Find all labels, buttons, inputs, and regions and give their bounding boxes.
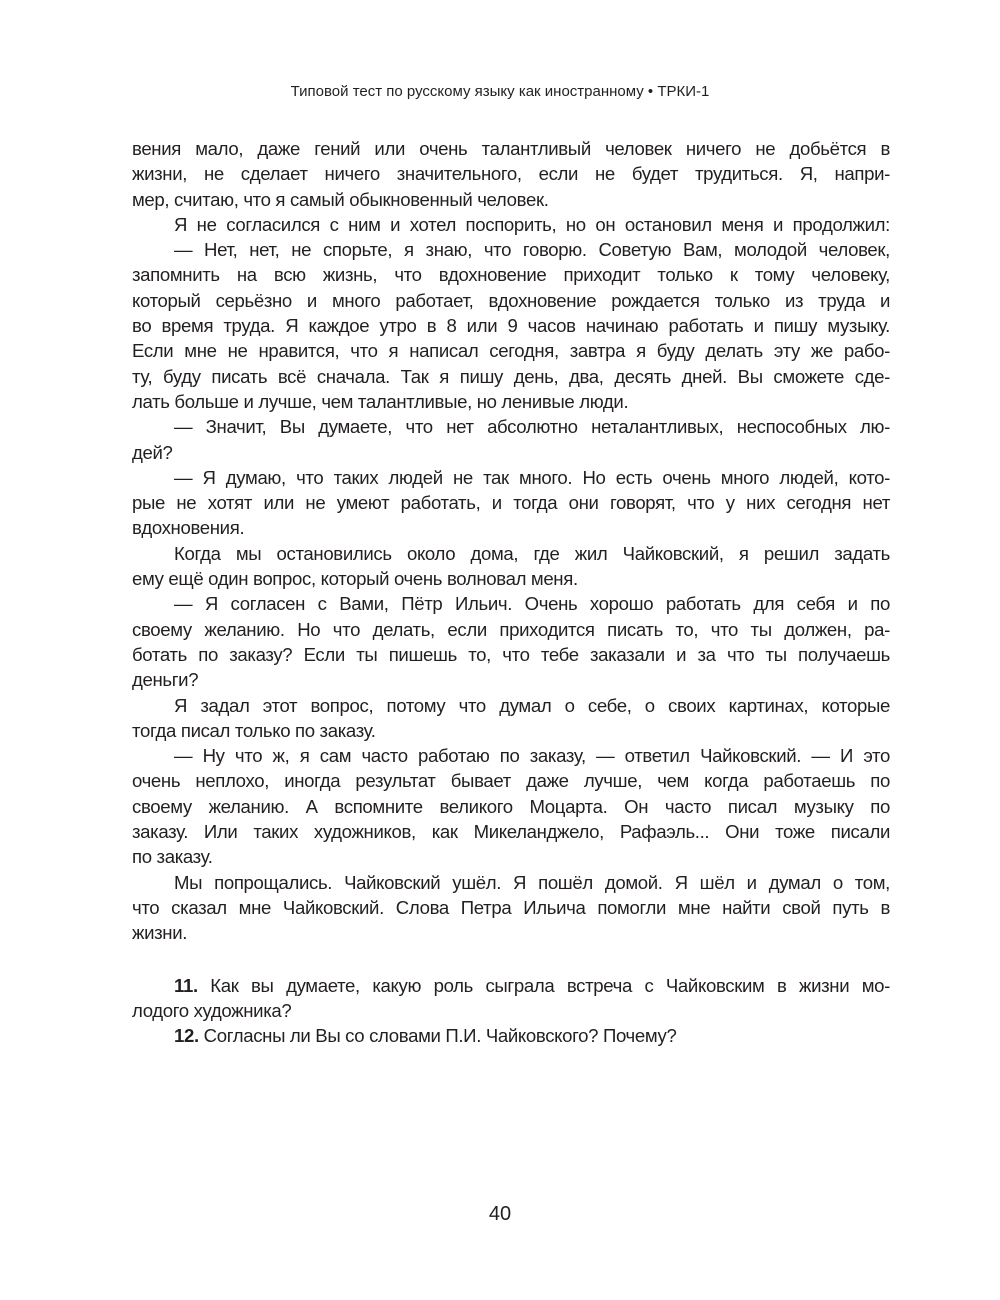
text-line: ту, буду писать всё сначала. Так я пишу день, два, десять дней. Вы сможете сде- xyxy=(132,365,890,387)
text-line: — Я думаю, что таких людей не так много. Но есть очень много людей, кото- xyxy=(174,466,890,488)
text-line: запомнить на всю жизнь, что вдохновение приходит только к тому человеку, xyxy=(132,264,890,286)
question-number: 12. xyxy=(174,1025,199,1047)
page-number: 40 xyxy=(488,1203,512,1225)
text-line: Я не согласился с ним и хотел поспорить, но он остановил меня и продолжил: xyxy=(174,213,890,235)
text-line: жизни, не сделает ничего значительного, если не будет трудиться. Я, напри- xyxy=(132,163,890,185)
text-line: Когда мы остановились около дома, где жил Чайковский, я решил задать xyxy=(174,542,890,564)
text-line: своему желанию. А вспомните великого Моцарта. Он часто писал музыку по xyxy=(132,795,890,817)
question-text: Согласны ли Вы со словами П.И. Чайковского? Почему? xyxy=(203,1025,677,1047)
text-line: — Значит, Вы думаете, что нет абсолютно неталантливых, неспособных лю- xyxy=(174,416,890,438)
text-line: мер, считаю, что я самый обыкновенный человек. xyxy=(132,188,549,210)
text-line: очень неплохо, иногда результат бывает даже лучше, чем когда работаешь по xyxy=(132,770,890,792)
text-line: — Я согласен с Вами, Пётр Ильич. Очень хорошо работать для себя и по xyxy=(174,593,890,615)
text-line: — Ну что ж, я сам часто работаю по заказу, — ответил Чайковский. — И это xyxy=(174,745,890,767)
text-line: во время труда. Я каждое утро в 8 или 9 часов начинаю работать и пишу музыку. xyxy=(132,315,890,337)
running-head: Типовой тест по русскому языку как иностранному • ТРКИ-1 xyxy=(290,83,710,100)
text-line: что сказал мне Чайковский. Слова Петра Ильича помогли мне найти свой путь в xyxy=(132,896,890,918)
text-line: заказу. Или таких художников, как Микеланджело, Рафаэль... Они тоже писали xyxy=(132,821,890,843)
section-gap xyxy=(132,946,890,973)
question-line xyxy=(132,1023,890,1048)
text-line: Если мне не нравится, что я написал сегодня, завтра я буду делать эту же рабо- xyxy=(132,340,890,362)
text-line: рые не хотят или не умеют работать, и тогда они говорят, что у них сегодня нет xyxy=(132,492,890,514)
text-line: Мы попрощались. Чайковский ушёл. Я пошёл домой. Я шёл и думал о том, xyxy=(174,871,890,893)
text-line: ему ещё один вопрос, который очень волновал меня. xyxy=(132,568,578,590)
question-number: 11. xyxy=(174,974,198,996)
text-line: дей? xyxy=(132,441,173,463)
text-line: который серьёзно и много работает, вдохновение рождается только из труда и xyxy=(132,289,890,311)
text-line: лать больше и лучше, чем талантливые, но ленивые люди. xyxy=(132,390,629,412)
text-line: вения мало, даже гений или очень талантливый человек ничего не добьётся в xyxy=(132,138,890,159)
text-line: по заказу. xyxy=(132,846,213,868)
text-line: жизни. xyxy=(132,922,188,944)
questions xyxy=(132,973,890,1049)
text-line: тогда писал только по заказу. xyxy=(132,719,376,741)
text-line: ботать по заказу? Если ты пишешь то, что тебе заказали и за что ты получаешь xyxy=(132,643,890,665)
question-text: Как вы думаете, какую роль сыграла встреча с Чайковским в жизни мо- xyxy=(210,974,890,996)
text-line: своему желанию. Но что делать, если приходится писать то, что ты должен, ра- xyxy=(132,618,890,640)
body-text xyxy=(132,136,890,1048)
question-text: лодого художника? xyxy=(132,999,292,1021)
text-line: деньги? xyxy=(132,669,199,691)
text-line: Я задал этот вопрос, потому что думал о себе, о своих картинах, которые xyxy=(174,694,890,716)
question-line xyxy=(132,973,890,998)
text-line: вдохновения. xyxy=(132,517,245,539)
text-line: — Нет, нет, не спорьте, я знаю, что говорю. Советую Вам, молодой человек, xyxy=(174,239,890,261)
story-text xyxy=(132,136,890,946)
question-line xyxy=(132,998,890,1023)
